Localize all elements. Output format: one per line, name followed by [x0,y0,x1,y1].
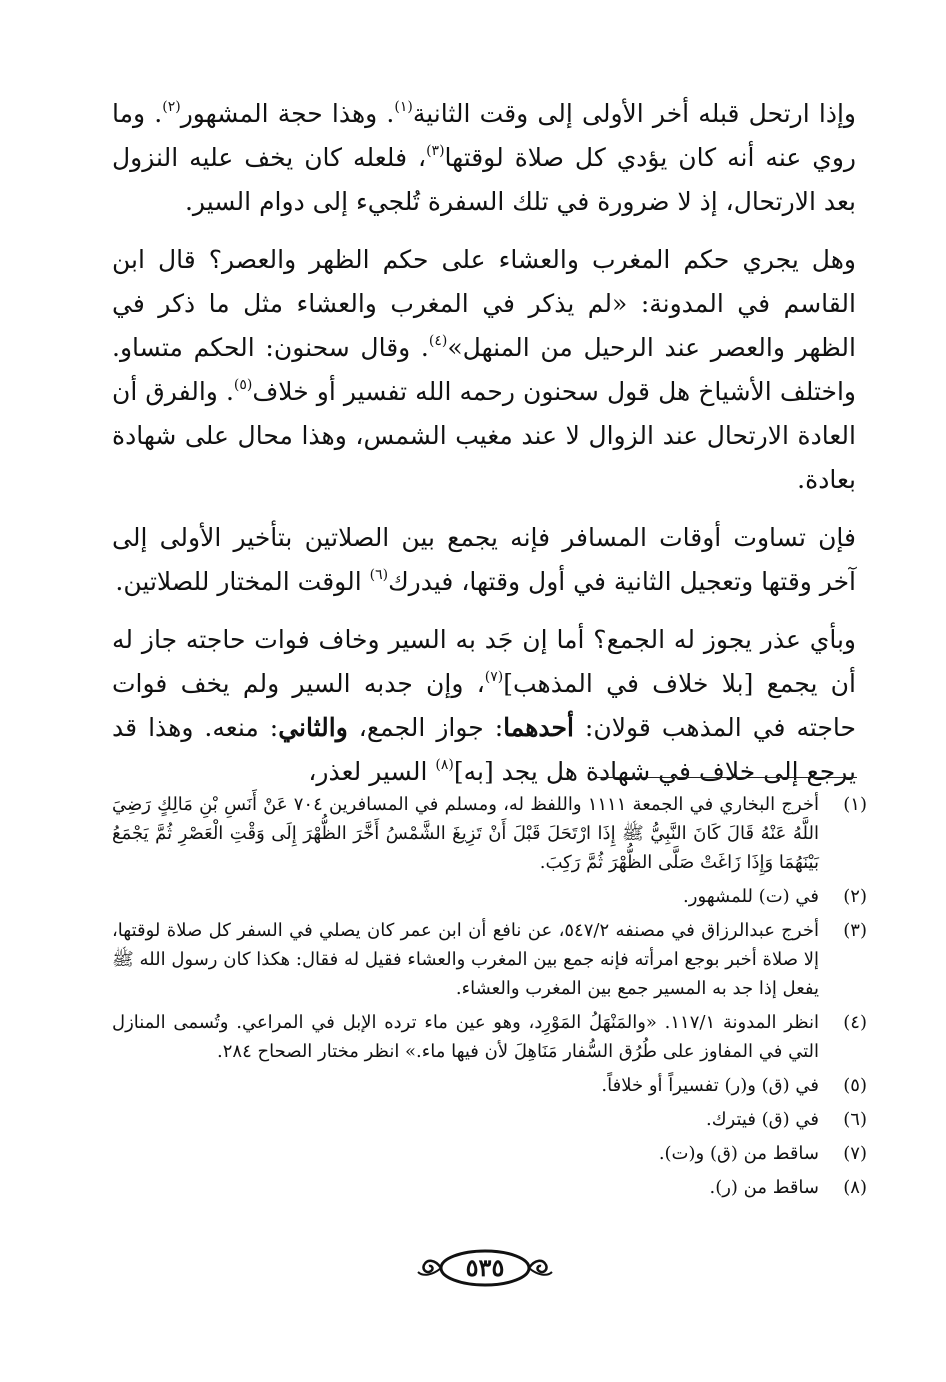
footnote-ref-8[interactable]: (٨) [435,757,454,773]
text-run: وإذا ارتحل قبله أخر الأولى إلى وقت الثانية [412,99,856,128]
text-run: . وما روي عنه أنه كان يؤدي كل صلاة لوقتها [112,99,856,172]
footnote-text: أخرج البخاري في الجمعة ١١١١ واللفظ له، ومسلم في المسافرين ٧٠٤ عَنْ أَنَسِ بْنِ مَالِكٍ رَضِيَ اللَّهُ عَنْهُ قَالَ كَانَ النَّبِيُّ ﷺ إِذَا ارْتَحَلَ قَبْلَ أَنْ تَزِيغَ الشَّمْسُ أَخَّرَ الظُّهْرَ إِلَى وَقْتِ الْعَصْرِ ثُمَّ يَجْمَعُ بَيْنَهُمَا وَإِذَا زَاغَتْ صَلَّى الظُّهْرَ ثُمَّ رَكِبَ. [112,794,819,873]
main-text [112,92,856,808]
text-run: السير لعذر، [308,757,436,786]
footnote-number: (٢) [843,886,867,907]
footnote-text: في (ق) و(ر) تفسيراً أو خلافاً. [601,1075,819,1096]
text-run: . وقال سحنون: الحكم متساو. واختلف الأشياخ هل قول سحنون رحمه الله تفسير أو خلاف [112,333,856,406]
footnote-number: (٣) [843,920,867,941]
footnote-ref-7[interactable]: (٧) [484,669,504,685]
footnote-text: ساقط من (ق) و(ت). [658,1143,819,1164]
footnote-ref-4[interactable]: (٤) [428,333,448,349]
footnote-text: ساقط من (ر). [709,1177,819,1198]
text-run: : جواز الجمع، [347,713,504,742]
page-number-ornament [415,1245,555,1291]
footnote-6 [112,1105,867,1134]
text-run: : منعه. وهذا قد يرجع إلى خلاف في شهادة هل يجد [به] [112,713,856,786]
footnote-ref-5[interactable]: (٥) [233,377,253,393]
footnote-ref-3[interactable]: (٣) [426,143,445,159]
footnote-number: (٧) [843,1143,867,1164]
footnote-2 [112,882,867,911]
text-run: وهل يجري حكم المغرب والعشاء على حكم الظهر والعصر؟ قال ابن القاسم في المدونة: «لم يذكر في المغرب والعشاء مثل ما ذكر في الظهر والعصر عند الرحيل من المنهل» [112,245,856,362]
footnote-ref-1[interactable]: (١) [394,99,413,115]
text-run: . وهذا حجة المشهور [180,99,395,128]
footnote-number: (٦) [843,1109,867,1130]
footnote-5 [112,1071,867,1100]
bold-term-second: والثاني [278,713,348,742]
text-run: وبأي عذر يجوز له الجمع؟ أما إن جَد به السير وخاف فوات حاجته جاز له أن يجمع [بلا خلاف في المذهب] [112,625,856,698]
text-run: ، فلعله كان يخف عليه النزول بعد الارتحال، إذ لا ضرورة في تلك السفرة تُلجيء إلى دوام السير. [112,143,856,216]
footnote-7 [112,1139,867,1168]
footnote-text: في (ت) للمشهور. [683,886,819,907]
paragraph-1 [112,92,856,224]
paragraph-2 [112,238,856,502]
footnote-number: (٤) [843,1012,867,1033]
footnote-text: في (ق) فيترك. [705,1109,819,1130]
footnote-text: أخرج عبدالرزاق في مصنفه ٥٤٧/٢، عن نافع أن ابن عمر كان يصلي في السفر كل صلاة لوقتها، إلا صلاة أخبر بوجع امرأته فإنه جمع بين المغرب والعشاء فقيل له فقال: هكذا كان رسول الله ﷺ يفعل إذا جد به المسير جمع بين المغرب والعشاء. [112,920,819,999]
bold-term-first: أحدهما [503,713,574,742]
paragraph-4 [112,618,856,794]
footnote-4 [112,1008,867,1066]
footnote-ref-2[interactable]: (٢) [162,99,181,115]
page-number: ٥٣٥ [465,1253,505,1282]
paragraph-3 [112,516,856,604]
footnote-number: (١) [843,794,867,815]
footnote-3 [112,916,867,1003]
footnote-ref-6[interactable]: (٦) [369,567,389,583]
text-run: . والفرق أن العادة الارتحال عند الزوال لا عند مغيب الشمس، وهذا محال على شهادة بعادة. [112,377,856,494]
footnote-number: (٥) [843,1075,867,1096]
footnote-separator [595,777,857,778]
footnote-number: (٨) [843,1177,867,1198]
footnote-8 [112,1173,867,1202]
text-run: فإن تساوت أوقات المسافر فإنه يجمع بين الصلاتين بتأخير الأولى إلى آخر وقتها وتعجيل الثانية في أول وقتها، فيدرك [112,523,856,596]
footnote-1 [112,790,867,877]
text-run: ، وإن جدبه السير ولم يخف فوات حاجته في المذهب قولان: [112,669,856,742]
text-run: الوقت المختار للصلاتين. [115,567,370,596]
footnote-text: انظر المدونة ١١٧/١. «والمَنْهَلُ المَوْرِد، وهو عين ماء ترده الإبل في المراعي. وتُسمى المنازل التي في المفاوز على طُرُق السُّفار مَنَاهِلَ لأن فيها ماء.» انظر مختار الصحاح ٢٨٤. [112,1012,819,1062]
footnotes [112,790,867,1207]
